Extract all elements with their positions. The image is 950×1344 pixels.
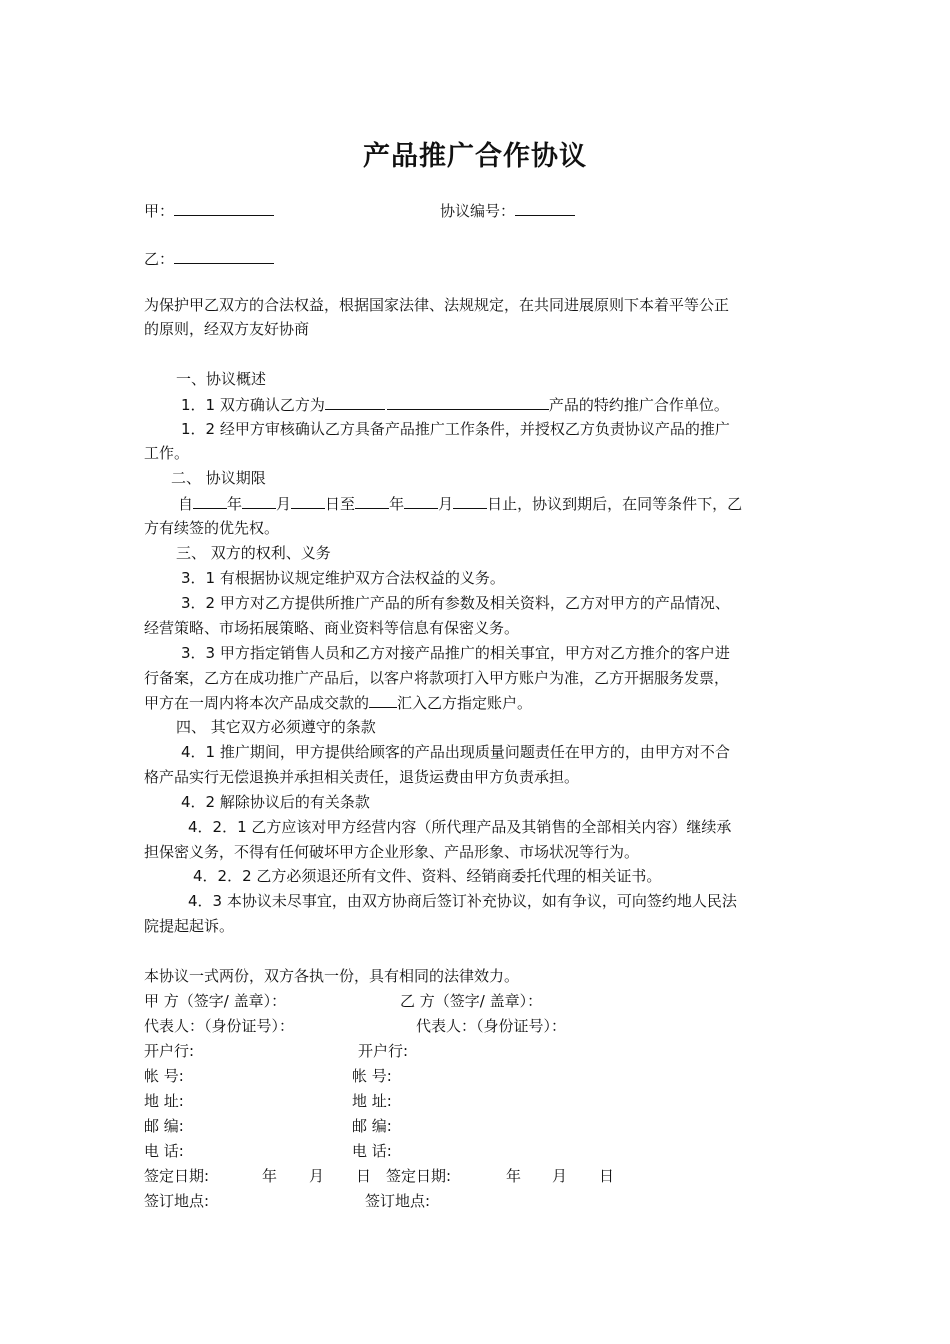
clause-1-1-blank-a <box>325 394 385 410</box>
party-a-line <box>144 200 274 221</box>
party-a-phone: 电 话: <box>144 1142 184 1160</box>
party-b-address: 地 址: <box>352 1092 392 1110</box>
party-a-bank: 开户行: <box>144 1042 195 1060</box>
party-a-date-label: 签定日期: <box>144 1167 210 1185</box>
clause-1-1-suffix: 产品的特约推广合作单位。 <box>548 396 729 414</box>
party-b-bank: 开户行: <box>358 1042 409 1060</box>
term-end-day-blank <box>453 493 487 509</box>
term-line <box>178 493 742 514</box>
clause-4-1-line-1: 4．1 推广期间，甲方提供给顾客的产品出现质量问题责任在甲方的，由甲方对不合 <box>181 743 730 761</box>
intro-line-2: 的原则，经双方友好协商 <box>144 320 310 338</box>
party-b-label: 乙： <box>144 250 175 268</box>
clause-3-3-line-2: 行备案，乙方在成功推广产品后，以客户将款项打入甲方账户为准，乙方开据服务发票， <box>144 669 730 687</box>
term-month-1: 月 <box>276 495 292 513</box>
term-start-month-blank <box>242 493 276 509</box>
clause-4-1-line-2: 格产品实行无偿退换并承担相关责任，退货运费由甲方负责承担。 <box>144 768 580 786</box>
term-start-day-blank <box>291 493 325 509</box>
clause-1-2-line-2: 工作。 <box>144 444 190 462</box>
party-b-blank <box>174 248 274 264</box>
clause-3-2-line-2: 经营策略、市场拓展策略、商业资料等信息有保密义务。 <box>144 619 520 637</box>
term-end-year-blank <box>355 493 389 509</box>
clause-1-1-blank-b <box>387 394 535 410</box>
clause-1-1-blank-c <box>535 394 549 410</box>
term-line-2: 方有续签的优先权。 <box>144 519 280 537</box>
term-start-year-blank <box>193 493 227 509</box>
clause-1-2-line-1: 1．2 经甲方审核确认乙方具备产品推广工作条件，并授权乙方负责协议产品的推广 <box>181 420 730 438</box>
party-b-date-label: 签定日期: <box>386 1167 452 1185</box>
section-3-title: 三、 双方的权利、义务 <box>176 544 331 562</box>
term-month-2: 月 <box>438 495 454 513</box>
agreement-no-blank <box>515 200 575 216</box>
clause-3-3-line-3-post: 汇入乙方指定账户。 <box>397 694 533 712</box>
clause-3-2-line-1: 3．2 甲方对乙方提供所推广产品的所有参数及相关资料，乙方对甲方的产品情况、 <box>181 594 730 612</box>
party-b-line <box>144 248 274 269</box>
party-b-account: 帐 号: <box>352 1067 392 1085</box>
party-a-address: 地 址: <box>144 1092 184 1110</box>
party-b-phone: 电 话: <box>352 1142 392 1160</box>
party-a-blank <box>174 200 274 216</box>
intro-line-1: 为保护甲乙双方的合法权益，根据国家法律、法规规定，在共同进展原则下本着平等公正 <box>144 296 730 314</box>
clause-3-3-line-3 <box>144 692 532 713</box>
party-b-signature-label: 乙 方（签字/ 盖章）： <box>400 992 543 1010</box>
clause-1-1 <box>181 394 729 415</box>
clause-3-3-line-1: 3．3 甲方指定销售人员和乙方对接产品推广的相关事宜，甲方对乙方推介的客户进 <box>181 644 730 662</box>
term-day-to: 日至 <box>325 495 356 513</box>
agreement-no-line <box>440 200 575 221</box>
copies-statement: 本协议一式两份，双方各执一份，具有相同的法律效力。 <box>144 967 520 985</box>
document-title: 产品推广合作协议 <box>363 141 587 172</box>
clause-4-2-1-line-2: 担保密义务，不得有任何破坏甲方企业形象、产品形象、市场状况等行为。 <box>144 843 640 861</box>
term-year-1: 年 <box>227 495 243 513</box>
party-b-date-year: 年 <box>506 1167 522 1185</box>
section-1-title: 一、协议概述 <box>176 370 267 388</box>
term-from: 自 <box>178 495 194 513</box>
clause-3-1: 3．1 有根据协议规定维护双方合法权益的义务。 <box>181 569 505 587</box>
section-4-title: 四、 其它双方必须遵守的条款 <box>176 718 376 736</box>
party-a-representative: 代表人：（身份证号）： <box>144 1017 295 1035</box>
clause-4-2: 4．2 解除协议后的有关条款 <box>181 793 370 811</box>
clause-1-1-prefix: 1．1 双方确认乙方为 <box>181 396 325 414</box>
clause-4-2-1-line-1: 4．2．1 乙方应该对甲方经营内容（所代理产品及其销售的全部相关内容）继续承 <box>188 818 732 836</box>
clause-4-3-line-2: 院提起起诉。 <box>144 917 235 935</box>
section-2-title: 二、 协议期限 <box>171 469 266 487</box>
clause-4-2-2: 4．2．2 乙方必须退还所有文件、资料、经销商委托代理的相关证书。 <box>193 867 662 885</box>
party-a-account: 帐 号: <box>144 1067 184 1085</box>
party-a-label: 甲： <box>144 202 175 220</box>
term-day-end: 日止，协议到期后，在同等条件下，乙 <box>487 495 743 513</box>
party-b-zip: 邮 编: <box>352 1117 392 1135</box>
party-a-signing-place: 签订地点: <box>144 1192 210 1210</box>
clause-3-3-line-3-pre: 甲方在一周内将本次产品成交款的 <box>144 694 370 712</box>
party-b-signing-place: 签订地点: <box>365 1192 431 1210</box>
term-end-month-blank <box>404 493 438 509</box>
party-a-date-month: 月 <box>309 1167 325 1185</box>
commission-blank <box>369 692 397 708</box>
party-a-zip: 邮 编: <box>144 1117 184 1135</box>
agreement-no-label: 协议编号： <box>440 202 516 220</box>
clause-4-3-line-1: 4．3 本协议未尽事宜，由双方协商后签订补充协议，如有争议，可向签约地人民法 <box>188 892 737 910</box>
party-a-signature-label: 甲 方（签字/ 盖章）： <box>144 992 287 1010</box>
term-year-2: 年 <box>389 495 405 513</box>
party-b-representative: 代表人：（身份证号）： <box>416 1017 567 1035</box>
party-b-date-month: 月 <box>552 1167 568 1185</box>
party-b-date-day: 日 <box>599 1167 615 1185</box>
party-a-date-year: 年 <box>262 1167 278 1185</box>
party-a-date-day: 日 <box>356 1167 372 1185</box>
